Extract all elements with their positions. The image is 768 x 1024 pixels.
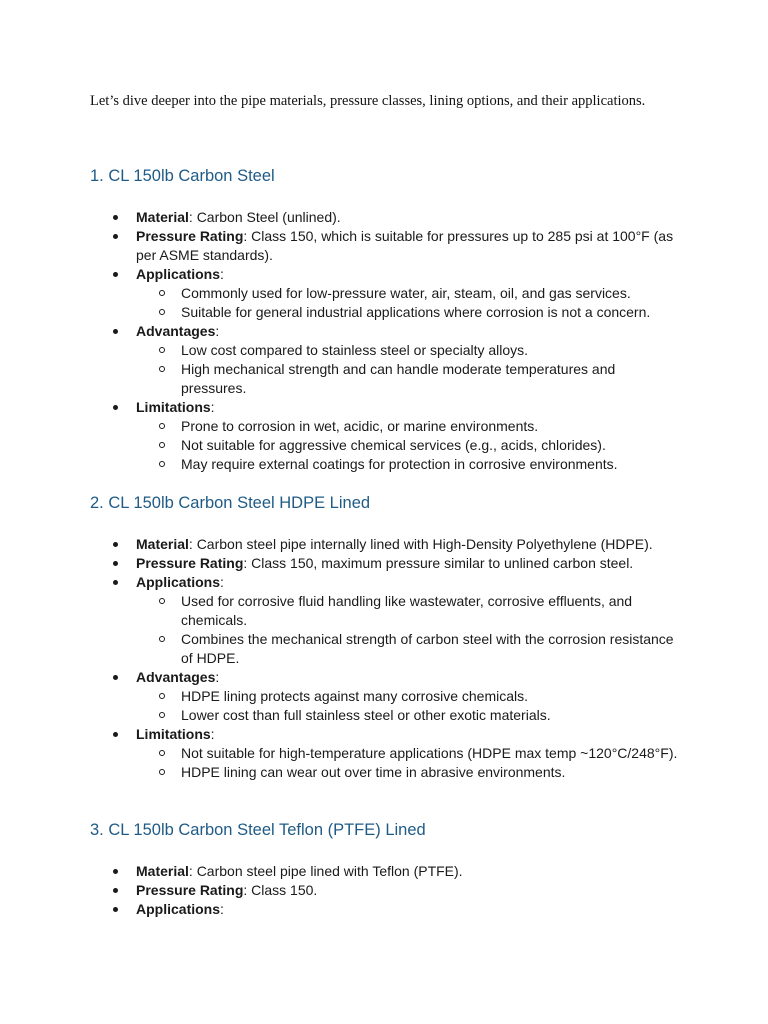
sub-list — [136, 284, 696, 322]
item-label: Pressure Rating — [136, 555, 244, 571]
intro-paragraph: Let’s dive deeper into the pipe materials, pressure classes, lining options, and their applications. — [90, 93, 646, 109]
item-label: Advantages — [136, 323, 216, 339]
bullet-icon — [113, 542, 118, 547]
item-label: Limitations — [136, 399, 211, 415]
sub-list — [136, 687, 696, 725]
item-text: : Class 150, which is suitable for pressures up to 285 psi at 100°F (as per ASME standards). — [136, 228, 674, 263]
list-item-pressure — [0, 881, 696, 900]
item-label: Applications — [136, 901, 221, 917]
bullet-icon — [113, 272, 118, 277]
list-item-pressure — [0, 554, 696, 573]
item-label: Pressure Rating — [136, 228, 244, 244]
sub-list-item: HDPE lining can wear out over time in abrasive environments. — [0, 763, 681, 782]
sub-list-item: May require external coatings for protection in corrosive environments. — [0, 455, 681, 474]
item-text: : Carbon steel pipe lined with Teflon (PTFE). — [188, 863, 463, 879]
circle-bullet-icon — [159, 290, 165, 296]
circle-bullet-icon — [159, 598, 165, 604]
item-label: Applications — [136, 266, 221, 282]
circle-bullet-icon — [159, 461, 165, 467]
circle-bullet-icon — [159, 442, 165, 448]
item-text: : Class 150, maximum pressure similar to unlined carbon steel. — [243, 555, 634, 571]
list-item-applications: Applications: — [0, 900, 696, 919]
circle-bullet-icon — [159, 712, 165, 718]
list-item-advantages: Advantages: Low cost compared to stainless steel or specialty alloys. High mechanical strength and can handle moderate temperatures and pressures. — [0, 322, 696, 398]
section-heading: 3. CL 150lb Carbon Steel Teflon (PTFE) Lined — [90, 821, 426, 839]
bullet-icon — [113, 732, 118, 737]
circle-bullet-icon — [159, 750, 165, 756]
circle-bullet-icon — [159, 423, 165, 429]
circle-bullet-icon — [159, 347, 165, 353]
item-label: Material — [136, 209, 189, 225]
item-label: Material — [136, 536, 189, 552]
sub-list-item: Commonly used for low-pressure water, air, steam, oil, and gas services. — [0, 284, 681, 303]
sub-list-item: Not suitable for high-temperature applications (HDPE max temp ~120°C/248°F). — [0, 744, 681, 763]
bullet-icon — [113, 675, 118, 680]
bullet-icon — [113, 329, 118, 334]
sub-list-item: HDPE lining protects against many corrosive chemicals. — [0, 687, 681, 706]
sub-list-item: Combines the mechanical strength of carbon steel with the corrosion resistance of HDPE. — [0, 630, 681, 668]
item-label: Applications — [136, 574, 221, 590]
list-item-limitations: Limitations: Not suitable for high-temperature applications (HDPE max temp ~120°C/248°F). HDPE lining can wear out over time in abrasive environments. — [0, 725, 696, 782]
item-label: Material — [136, 863, 189, 879]
list-item-material — [0, 208, 696, 227]
section-heading: 2. CL 150lb Carbon Steel HDPE Lined — [90, 494, 371, 512]
sub-list-item: Prone to corrosion in wet, acidic, or marine environments. — [0, 417, 681, 436]
item-label: Limitations — [136, 726, 211, 742]
bullet-icon — [113, 234, 118, 239]
sub-list-item: Suitable for general industrial applications where corrosion is not a concern. — [0, 303, 681, 322]
sub-list — [136, 592, 696, 668]
section-heading: 1. CL 150lb Carbon Steel — [90, 167, 275, 185]
item-label: Pressure Rating — [136, 882, 244, 898]
bullet-icon — [113, 215, 118, 220]
sub-list-item: Lower cost than full stainless steel or other exotic materials. — [0, 706, 681, 725]
sub-list-item: Low cost compared to stainless steel or specialty alloys. — [0, 341, 681, 360]
circle-bullet-icon — [159, 769, 165, 775]
sub-list — [136, 744, 696, 782]
sub-list — [136, 417, 696, 474]
list-item-applications: Applications: Commonly used for low-pressure water, air, steam, oil, and gas services. Suitable for general industrial applications where corrosion is not a concern. — [0, 265, 696, 322]
bullet-list — [0, 208, 696, 474]
bullet-list — [0, 535, 696, 782]
bullet-icon — [113, 561, 118, 566]
sub-list — [136, 341, 696, 398]
item-text: : Carbon Steel (unlined). — [188, 209, 341, 225]
circle-bullet-icon — [159, 636, 165, 642]
bullet-icon — [113, 580, 118, 585]
circle-bullet-icon — [159, 693, 165, 699]
item-text: : Class 150. — [243, 882, 318, 898]
bullet-list — [0, 862, 696, 919]
list-item-pressure — [0, 227, 696, 265]
list-item-material — [0, 535, 696, 554]
item-label: Advantages — [136, 669, 216, 685]
bullet-icon — [113, 405, 118, 410]
sub-list-item: High mechanical strength and can handle moderate temperatures and pressures. — [0, 360, 681, 398]
item-text: : Carbon steel pipe internally lined with High-Density Polyethylene (HDPE). — [188, 536, 653, 552]
list-item-limitations: Limitations: Prone to corrosion in wet, acidic, or marine environments. Not suitable for aggressive chemical services (e.g., acids, chlorides). May require external coatings for protection in corrosive environments. — [0, 398, 696, 474]
sub-list-item: Not suitable for aggressive chemical services (e.g., acids, chlorides). — [0, 436, 681, 455]
circle-bullet-icon — [159, 366, 165, 372]
circle-bullet-icon — [159, 309, 165, 315]
bullet-icon — [113, 869, 118, 874]
bullet-icon — [113, 888, 118, 893]
sub-list-item: Used for corrosive fluid handling like wastewater, corrosive effluents, and chemicals. — [0, 592, 681, 630]
list-item-advantages: Advantages: HDPE lining protects against many corrosive chemicals. Lower cost than full stainless steel or other exotic materials. — [0, 668, 696, 725]
list-item-applications: Applications: Used for corrosive fluid handling like wastewater, corrosive effluents, and chemicals. Combines the mechanical strength of carbon steel with the corrosion resistance of HDPE. — [0, 573, 696, 668]
list-item-material — [0, 862, 696, 881]
bullet-icon — [113, 907, 118, 912]
